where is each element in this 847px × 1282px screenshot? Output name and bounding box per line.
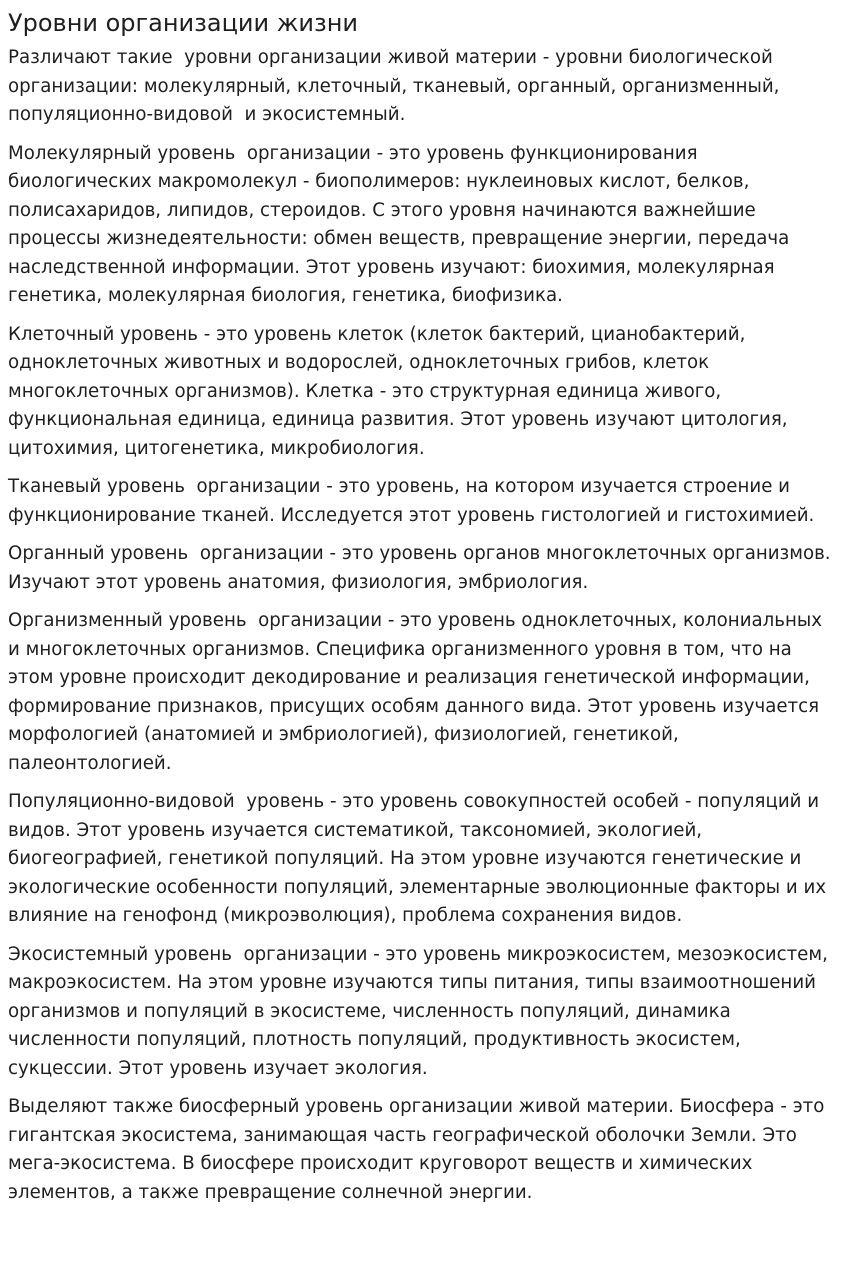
paragraph-population-species-level: Популяционно-видовой уровень - это уровень совокупностей особей - популяций и видов. Этот уровень изучается систематикой, таксономией, экологией, биогеографией, генетикой популяций. На этом уровне изучаются генетические и экологические особенности популяций, элементарные эволюционные факторы и их влияние на генофонд (микроэволюция), проблема сохранения видов. [8, 791, 832, 926]
paragraph-biosphere-level: Выделяют также биосферный уровень организации живой материи. Биосфера - это гигантская экосистема, занимающая часть географической оболочки Земли. Это мега-экосистема. В биосфере происходит круговорот веществ и химических элементов, а также превращение солнечной энергии. [8, 1096, 831, 1203]
paragraph-molecular-level: Молекулярный уровень организации - это уровень функционирования биологических макромолекул - биополимеров: нуклеиновых кислот, белков, полисахаридов, липидов, стероидов. С этого уровня начинаются важнейшие процессы жизнедеятельности: обмен веществ, превращение энергии, передача наследственной информации. Этот уровень изучают: биохимия, молекулярная генетика, молекулярная биология, генетика, биофизика. [8, 142, 796, 306]
paragraph-cellular-level: Клеточный уровень - это уровень клеток (клеток бактерий, цианобактерий, одноклеточных животных и водорослей, одноклеточных грибов, клеток многоклеточных организмов). Клетка - это структурная единица живого, функциональная единица, единица развития. Этот уровень изучают цитология, цитохимия, цитогенетика, микробиология. [8, 323, 794, 459]
paragraph-organism-level: Организменный уровень организации - это уровень одноклеточных, колониальных и многоклеточных организмов. Специфика организменного уровня в том, что на этом уровне происходит декодирование и реализация генетической информации, формирование признаков, присущих особям данного вида. Этот уровень изучается морфологией (анатомией и эмбриологией), физиологией, генетикой, палеонтологией. [8, 610, 828, 774]
paragraph-tissue-level: Тканевый уровень организации - это уровень, на котором изучается строение и функционирование тканей. Исследуется этот уровень гистологией и гистохимией. [8, 476, 815, 526]
paragraph-intro: Различают такие уровни организации живой материи - уровни биологической организации: молекулярный, клеточный, тканевый, органный, организменный, популяционно-видовой и экосистемный. [8, 47, 786, 125]
paragraph-ecosystem-level: Экосистемный уровень организации - это уровень микроэкосистем, мезоэкосистем, макроэкосистем. На этом уровне изучаются типы питания, типы взаимоотношений организмов и популяций в экосистеме, численность популяций, динамика численности популяций, плотность популяций, продуктивность экосистем, сукцессии. Этот уровень изучает экология. [8, 943, 834, 1079]
paragraph-organ-level: Органный уровень организации - это уровень органов многоклеточных организмов. Изучают этот уровень анатомия, физиология, эмбриология. [8, 543, 837, 593]
page-title: Уровни организации жизни [8, 9, 359, 37]
